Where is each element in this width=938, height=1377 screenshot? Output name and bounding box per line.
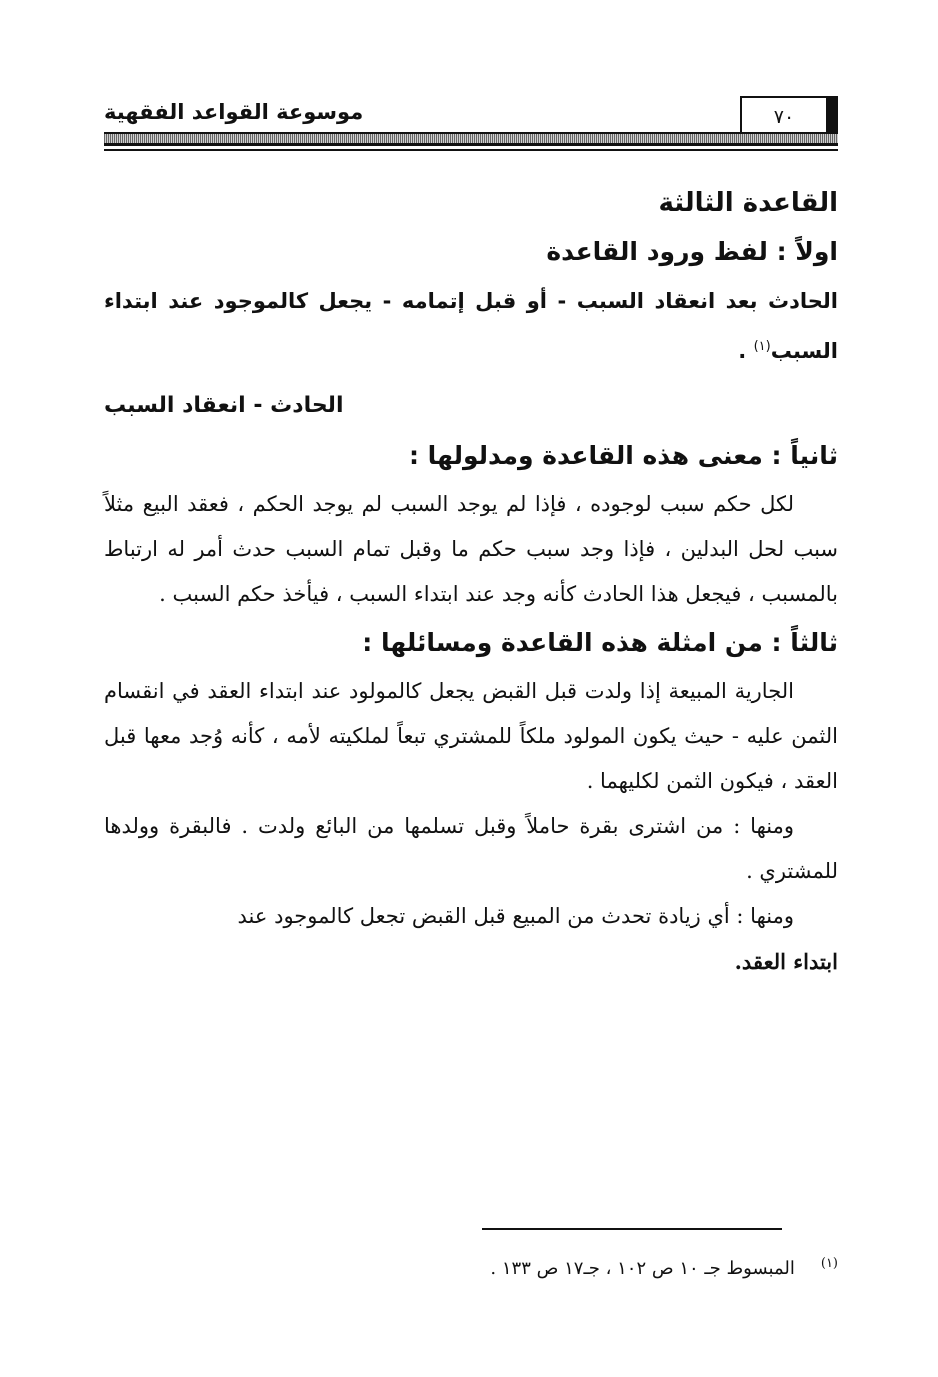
rule-text-body: الحادث بعد انعقاد السبب - أو قبل إتمامه - يجعل كالموجود عند ابتداء السبب: [104, 289, 838, 363]
example-paragraph-2: ومنها : من اشترى بقرة حاملاً وقبل تسلمها من البائع ولدت . فالبقرة وولدها للمشتري .: [104, 814, 838, 883]
footnote: [490, 1256, 838, 1279]
footnote-text: المبسوط جـ ١٠ ص ١٠٢ ، جـ١٧ ص ١٣٣ .: [490, 1258, 795, 1279]
rule-text: [104, 278, 838, 374]
footnote-rule: [482, 1228, 782, 1230]
example-paragraph-3: ومنها : أي زيادة تحدث من المبيع قبل القبض تجعل كالموجود عند: [237, 904, 794, 928]
header-rule-thin: [104, 149, 838, 151]
section2-heading: ثانياً : معنى هذه القاعدة ومدلولها :: [408, 441, 838, 470]
meaning-paragraph: لكل حكم سبب لوجوده ، فإذا لم يوجد السبب لم يوجد الحكم ، فعقد البيع مثلاً سبب لحل البدلين ، فإذا وجد سبب حكم ما وقبل تمام السبب حدث أمر له ارتباط بالمسبب ، فيجعل هذا الحادث كأنه وجد عند ابتداء السبب ، فيأخذ حكم السبب .: [104, 492, 838, 606]
footnote-ref: (١): [753, 339, 771, 354]
main-content: [104, 180, 838, 984]
rule-heading: القاعدة الثالثة: [658, 188, 838, 218]
footnote-number: (١): [820, 1256, 838, 1271]
rule-text-end: .: [738, 339, 754, 363]
book-title: موسوعة القواعد الفقهية: [104, 100, 364, 124]
header-rule: [104, 132, 838, 146]
section1-heading: اولاً : لفظ ورود القاعدة: [546, 237, 838, 266]
example-paragraph-3-end: ابتداء العقد.: [734, 949, 838, 974]
terms-line: الحادث - انعقاد السبب: [104, 393, 344, 418]
example-paragraph-1: الجارية المبيعة إذا ولدت قبل القبض يجعل كالمولود عند ابتداء العقد في انقسام الثمن عليه - حيث يكون المولود ملكاً للمشتري تبعاً لملكيته لأمه ، كأنه وُجد معها قبل العقد ، فيكون الثمن لكليهما .: [104, 679, 838, 793]
section3-heading: ثالثاً : من امثلة هذه القاعدة ومسائلها :: [362, 628, 838, 657]
page-number: ٧٠: [740, 96, 838, 136]
